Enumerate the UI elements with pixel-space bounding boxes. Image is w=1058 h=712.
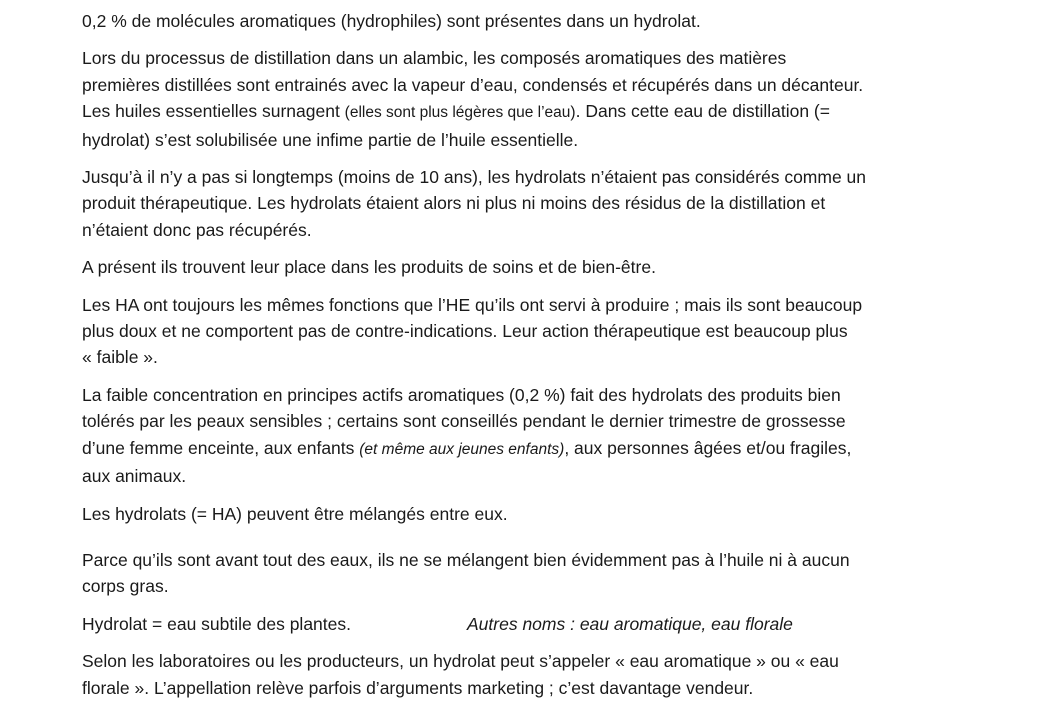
paragraph-labs — [82, 648, 982, 701]
text-line: aux animaux. — [82, 466, 187, 487]
text-line: produit thérapeutique. Les hydrolats étaient alors ni plus ni moins des résidus de la distillation et — [82, 193, 826, 214]
text-line: hydrolat) s’est solubilisée une infime partie de l’huile essentielle. — [82, 129, 579, 150]
text-line: Parce qu’ils sont avant tout des eaux, ils ne se mélangent bien évidemment pas à l’huile ni à aucun — [82, 549, 850, 570]
paragraph-intro — [82, 8, 982, 34]
text-line: 0,2 % de molécules aromatiques (hydrophiles) sont présentes dans un hydrolat. — [82, 11, 701, 31]
text-line: Jusqu’à il n’y a pas si longtemps (moins de 10 ans), les hydrolats n’étaient pas considérés comme un — [82, 167, 867, 188]
paragraph-concentration — [82, 382, 982, 490]
text-line: Les HA ont toujours les mêmes fonctions que l’HE qu’ils ont servi à produire ; mais ils sont beaucoup — [82, 294, 863, 315]
paragraph-distillation — [82, 45, 982, 153]
text-segment: , aux personnes âgées et/ou fragiles, — [564, 437, 852, 458]
text-line: plus doux et ne comportent pas de contre-indications. Leur action thérapeutique est beaucoup plus — [82, 321, 848, 342]
text-line: Lors du processus de distillation dans un alambic, les composés aromatiques des matières — [82, 48, 787, 69]
text-line — [82, 435, 982, 463]
italic-note: (et même aux jeunes enfants) — [359, 440, 565, 458]
text-line: Selon les laboratoires ou les producteurs, un hydrolat peut s’appeler « eau aromatique » ou « eau — [82, 651, 839, 672]
text-line: « faible ». — [82, 347, 158, 368]
other-names-text: Autres noms : eau aromatique, eau florale — [467, 613, 793, 634]
text-line: tolérés par les peaux sensibles ; certains sont conseillés pendant le dernier trimestre de grossesse — [82, 411, 846, 432]
document-body — [82, 8, 982, 712]
text-line: florale ». L’appellation relève parfois d’arguments marketing ; c’est davantage vendeur. — [82, 677, 754, 698]
paragraph-history — [82, 164, 982, 243]
parenthetical-note: (elles sont plus légères que l’eau) — [344, 104, 576, 122]
text-segment: Les huiles essentielles surnagent — [82, 101, 345, 122]
definition-text: Hydrolat = eau subtile des plantes. — [82, 613, 351, 634]
text-line: La faible concentration en principes actifs aromatiques (0,2 %) fait des hydrolats des produits bien — [82, 384, 841, 405]
paragraph-mix — [82, 501, 982, 527]
paragraph-present — [82, 254, 982, 280]
paragraph-names — [82, 611, 982, 637]
text-line — [82, 98, 982, 126]
text-line: Les hydrolats (= HA) peuvent être mélangés entre eux. — [82, 503, 508, 524]
paragraph-water — [82, 547, 982, 600]
text-line: premières distillées sont entrainés avec la vapeur d’eau, condensés et récupérés dans un décanteur. — [82, 74, 864, 95]
text-line: corps gras. — [82, 576, 169, 597]
text-line: A présent ils trouvent leur place dans les produits de soins et de bien-être. — [82, 257, 656, 278]
text-segment: d’une femme enceinte, aux enfants — [82, 437, 360, 458]
text-line: n’étaient donc pas récupérés. — [82, 219, 312, 240]
text-segment: . Dans cette eau de distillation (= — [575, 101, 830, 122]
paragraph-functions — [82, 292, 982, 371]
